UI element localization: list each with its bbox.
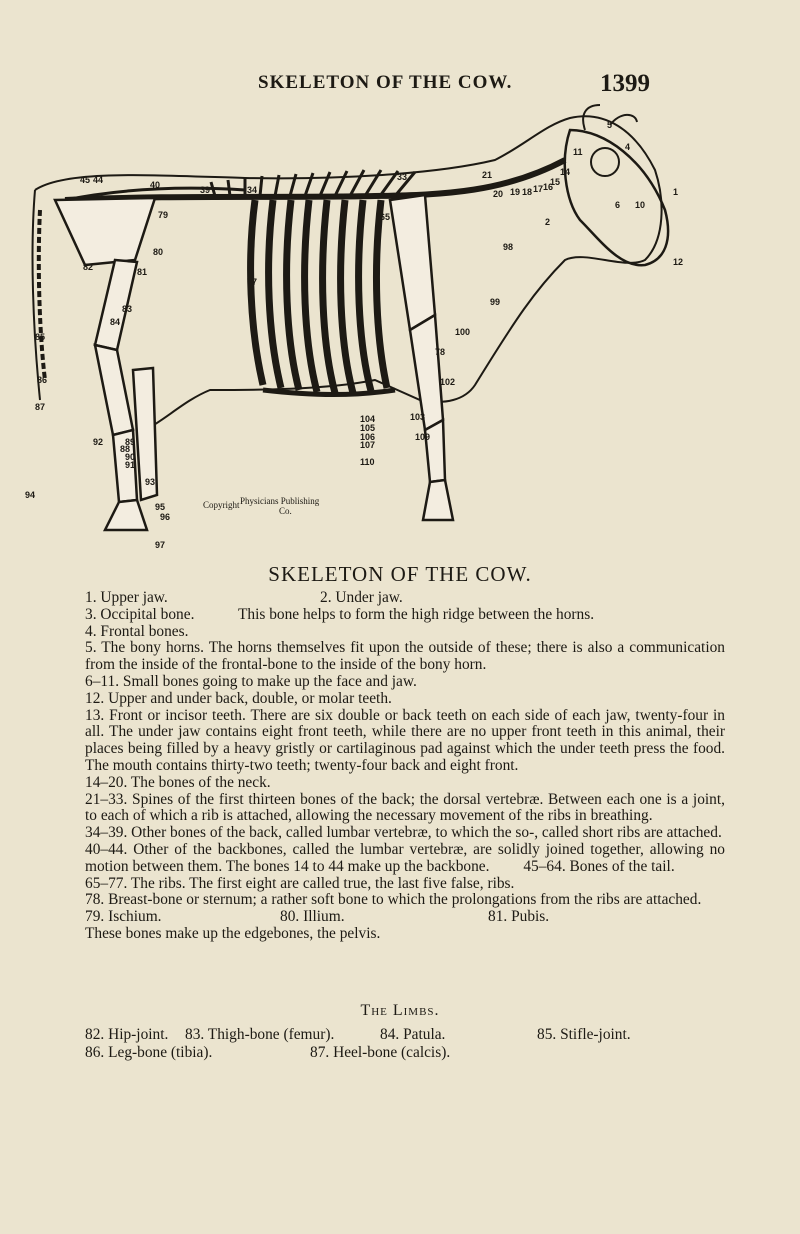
figure-label-98: 98 bbox=[503, 242, 514, 252]
figure-label-5: 5 bbox=[607, 120, 613, 130]
cow-skeleton-illustration bbox=[25, 100, 690, 555]
item-ribs: 65–77. The ribs. The first eight are called true, the last five false, ribs. bbox=[85, 874, 515, 892]
item-lumbar-vertebrae-short-ribs: 34–39. Other bones of the back, called lumbar vertebræ, to which the so-, called short ribs are attached. bbox=[85, 824, 722, 842]
figure-label-10: 10 bbox=[635, 200, 646, 210]
item-tail-bones: 45–64. Bones of the tail. bbox=[523, 857, 675, 875]
limbs-heading: The Limbs. bbox=[360, 1002, 440, 1019]
figure-label-19: 19 bbox=[510, 187, 521, 197]
figure-label-12: 12 bbox=[673, 257, 684, 267]
item-patula: 84. Patula. bbox=[380, 1026, 446, 1043]
figure-label-77: 77 bbox=[247, 277, 258, 287]
figure-label-34: 34 bbox=[247, 185, 258, 195]
figure-label-103: 103 bbox=[410, 412, 426, 422]
figure-label-15: 15 bbox=[550, 177, 561, 187]
item-lumbar-text: 40–44. Other of the backbones, called the lumbar vertebræ, are solidly joined together, allowing no motion between them. The bones 14 to 44 make up the backbone. bbox=[85, 840, 725, 875]
figure-label-106: 106 bbox=[360, 432, 376, 442]
copyright-stamp-line-1: Copyright bbox=[203, 500, 240, 510]
running-head bbox=[0, 70, 800, 100]
figure-label-95: 95 bbox=[155, 502, 166, 512]
figure-label-45: 45 bbox=[80, 175, 91, 185]
page-number: 1399 bbox=[600, 70, 650, 97]
figure-label-96: 96 bbox=[160, 512, 171, 522]
item-under-jaw: 2. Under jaw. bbox=[320, 589, 403, 606]
figure-label-79: 79 bbox=[158, 210, 169, 220]
figure-label-109: 109 bbox=[415, 432, 431, 442]
item-leg-bone: 86. Leg-bone (tibia). bbox=[85, 1044, 213, 1061]
item-hip-joint: 82. Hip-joint. bbox=[85, 1026, 169, 1043]
figure-label-33: 33 bbox=[397, 172, 408, 182]
figure-label-6: 6 bbox=[615, 200, 621, 210]
figure-label-92: 92 bbox=[93, 437, 104, 447]
item-pubis: 81. Pubis. bbox=[488, 908, 550, 926]
item-sternum: 78. Breast-bone or sternum; a rather soft bone to which the prolongations from the ribs are attached. bbox=[85, 891, 702, 909]
figure-label-44: 44 bbox=[93, 175, 104, 185]
item-upper-jaw: 1. Upper jaw. bbox=[85, 589, 168, 606]
figure-label-85: 85 bbox=[35, 332, 46, 342]
copyright-stamp-line-3: Co. bbox=[279, 506, 292, 516]
figure-label-102: 102 bbox=[440, 377, 456, 387]
figure-label-20: 20 bbox=[493, 189, 504, 199]
bone-legend bbox=[85, 590, 725, 943]
figure-label-97: 97 bbox=[155, 540, 166, 550]
item-molar-teeth: 12. Upper and under back, double, or molar teeth. bbox=[85, 689, 392, 707]
figure-label-84: 84 bbox=[110, 317, 121, 327]
figure-label-4: 4 bbox=[625, 142, 631, 152]
item-neck-bones: 14–20. The bones of the neck. bbox=[85, 773, 271, 791]
item-occipital-note: This bone helps to form the high ridge between the horns. bbox=[238, 605, 595, 623]
figure-label-105: 105 bbox=[360, 423, 376, 433]
figure-label-86: 86 bbox=[37, 375, 48, 385]
figure-label-93: 93 bbox=[145, 477, 156, 487]
figure-label-1: 1 bbox=[673, 187, 679, 197]
figure-label-18: 18 bbox=[522, 187, 533, 197]
figure-label-91: 91 bbox=[125, 460, 136, 470]
figure-label-81: 81 bbox=[137, 267, 148, 277]
figure-label-99: 99 bbox=[490, 297, 501, 307]
figure-label-107: 107 bbox=[360, 440, 376, 450]
figure-label-110: 110 bbox=[360, 457, 375, 467]
item-bony-horns: 5. The bony horns. The horns themselves fit upon the outside of these; there is also a communication from the inside of the frontal-bone to the inside of the bony horn. bbox=[85, 639, 725, 674]
figure-label-88: 88 bbox=[120, 444, 131, 454]
item-stifle-joint: 85. Stifle-joint. bbox=[537, 1026, 631, 1043]
figure-label-80: 80 bbox=[153, 247, 164, 257]
item-dorsal-vertebrae: 21–33. Spines of the first thirteen bones of the back; the dorsal vertebræ. Between each one is a joint, to each of which a rib is attached, allowing the necessary movement of the ribs in breathing. bbox=[85, 790, 725, 825]
figure-caption: SKELETON OF THE COW. bbox=[268, 562, 532, 586]
figure-label-17: 17 bbox=[533, 184, 544, 194]
figure-label-89: 89 bbox=[125, 437, 136, 447]
figure-label-78: 78 bbox=[435, 347, 446, 357]
figure-label-21: 21 bbox=[482, 170, 493, 180]
figure-label-104: 104 bbox=[360, 414, 376, 424]
item-occipital-bone: 3. Occipital bone. bbox=[85, 605, 195, 623]
figure-label-39: 39 bbox=[200, 185, 211, 195]
item-illium: 80. Illium. bbox=[280, 908, 345, 926]
item-thigh-bone: 83. Thigh-bone (femur). bbox=[185, 1026, 335, 1043]
item-lumbar-vertebrae bbox=[85, 842, 725, 876]
figure-label-40: 40 bbox=[150, 180, 161, 190]
figure-label-82: 82 bbox=[83, 262, 94, 272]
figure-label-2: 2 bbox=[545, 217, 551, 227]
figure-label-94: 94 bbox=[25, 490, 36, 500]
figure-label-16: 16 bbox=[543, 182, 554, 192]
copyright-stamp-line-2: Physicians Publishing bbox=[240, 496, 320, 506]
item-heel-bone: 87. Heel-bone (calcis). bbox=[310, 1044, 451, 1061]
figure-label-83: 83 bbox=[122, 304, 133, 314]
item-ischium: 79. Ischium. bbox=[85, 908, 162, 926]
figure-label-100: 100 bbox=[455, 327, 471, 337]
figure-label-65: 65 bbox=[380, 212, 391, 222]
limbs-legend bbox=[85, 1026, 725, 1062]
figure-label-90: 90 bbox=[125, 452, 136, 462]
figure-label-87: 87 bbox=[35, 402, 46, 412]
figure-label-14: 14 bbox=[560, 167, 571, 177]
item-face-bones: 6–11. Small bones going to make up the face and jaw. bbox=[85, 672, 417, 690]
running-title: SKELETON OF THE COW. bbox=[258, 72, 513, 93]
figure-label-11: 11 bbox=[573, 147, 583, 157]
item-incisor-teeth: 13. Front or incisor teeth. There are six double or back teeth on each side of each jaw, twenty-four in all. The under jaw contains eight front teeth, while there are no upper front teeth in this animal, their places being filled by a heavy gristly or cartilaginous pad against which the under teeth press the food. The mouth contains thirty-two teeth; twenty-four back and eight front. bbox=[85, 706, 725, 774]
item-pelvis-note: These bones make up the edgebones, the pelvis. bbox=[85, 924, 381, 942]
item-frontal-bones: 4. Frontal bones. bbox=[85, 622, 189, 640]
